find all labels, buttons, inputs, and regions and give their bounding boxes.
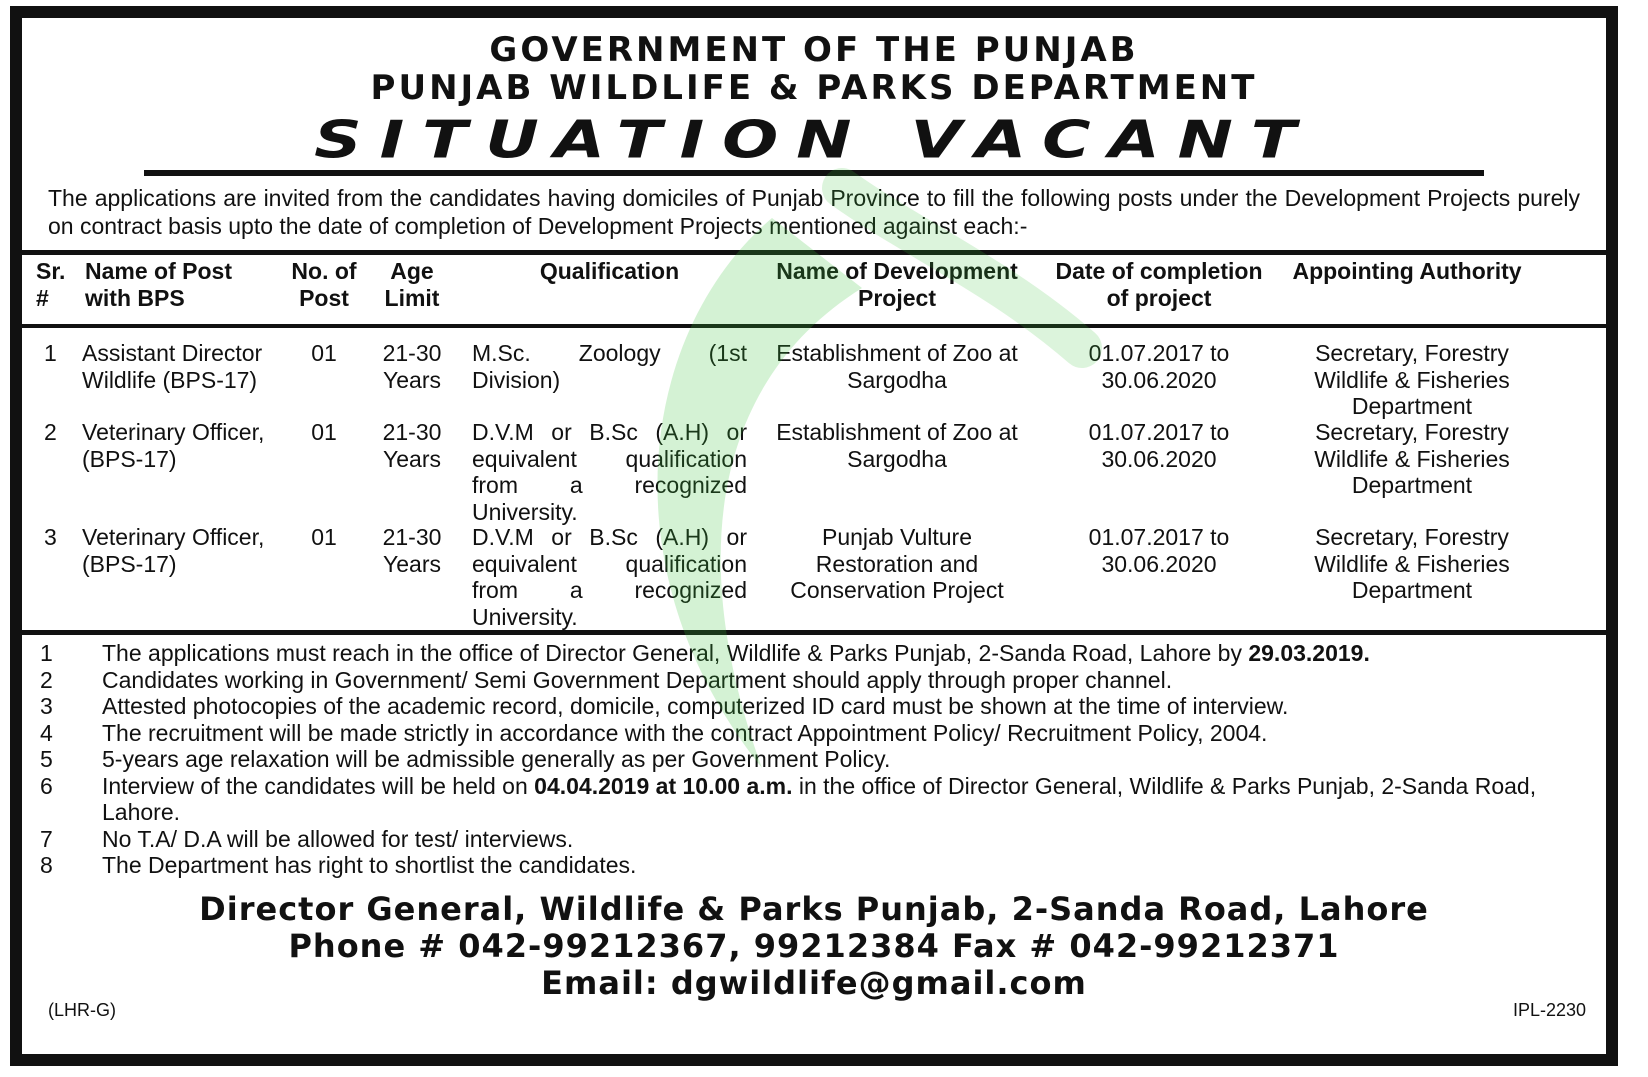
note-text: The applications must reach in the office of Director General, Wildlife & Parks Punjab, 2-Sanda Road, Lahore by	[102, 640, 1249, 666]
terms-list	[40, 640, 1586, 879]
list-item	[40, 852, 1586, 879]
note-text: No T.A/ D.A will be allowed for test/ interviews.	[102, 825, 574, 852]
row-authority: Secretary, Forestry Wildlife & Fisheries Department	[1314, 524, 1510, 603]
note-emphasis: 29.03.2019.	[1248, 640, 1370, 666]
note-text-after: in the office of Director General, Wildlife & Parks Punjab, 2-Sanda Road, Lahore.	[102, 772, 1537, 825]
row-project: Punjab Vulture Restoration and Conservation Project	[790, 524, 1004, 603]
table-bottom-rule	[22, 630, 1606, 635]
intro-paragraph: The applications are invited from the candidates having domiciles of Punjab Province to fill the following posts under the Development Projects purely on contract basis upto the date of completion of Development Projects mentioned against each:-	[48, 185, 1580, 239]
note-number: 8	[40, 852, 53, 878]
note-number: 3	[40, 693, 53, 719]
note-number: 7	[40, 825, 53, 852]
footer-phone: Phone # 042-99212367, 99212384 Fax # 042-99212371	[288, 927, 1340, 965]
footer-email: Email: dgwildlife@gmail.com	[541, 964, 1087, 1002]
row-project: Establishment of Zoo at Sargodha	[776, 340, 1018, 393]
note-text: Attested photocopies of the academic record, domicile, computerized ID card must be shown at the time of interview.	[102, 693, 1289, 719]
row-age: 21-30 Years	[382, 340, 442, 393]
title-underline	[144, 170, 1484, 176]
note-number: 5	[40, 746, 53, 772]
row-sr: 1	[44, 340, 57, 366]
col-header-post: Name of Post with BPS	[85, 258, 232, 311]
list-item	[40, 826, 1586, 853]
row-authority: Secretary, Forestry Wildlife & Fisheries Department	[1314, 340, 1510, 419]
col-header-no: No. of Post	[291, 258, 357, 311]
note-text: The Department has right to shortlist the candidates.	[102, 852, 637, 878]
row-post: Veterinary Officer, (BPS-17)	[82, 524, 265, 577]
page-title: SITUATION VACANT	[314, 109, 1314, 170]
row-qualification: D.V.M or B.Sc (A.H) or equivalent qualification from a recognized University.	[472, 419, 747, 525]
note-text: The recruitment will be made strictly in accordance with the contract Appointment Policy/ Recruitment Policy, 2004.	[102, 719, 1268, 746]
list-item	[40, 667, 1586, 694]
row-date: 01.07.2017 to 30.06.2020	[1088, 340, 1230, 393]
row-date: 01.07.2017 to 30.06.2020	[1088, 524, 1230, 577]
header-department: PUNJAB WILDLIFE & PARKS DEPARTMENT	[370, 68, 1258, 108]
publication-code-right: IPL-2230	[1512, 1000, 1586, 1020]
col-header-project: Name of Development Project	[776, 258, 1018, 311]
row-no: 01	[311, 419, 337, 445]
footer-address: Director General, Wildlife & Parks Punjab, 2-Sanda Road, Lahore	[199, 890, 1429, 928]
note-number: 6	[40, 772, 53, 799]
row-project: Establishment of Zoo at Sargodha	[776, 419, 1018, 472]
list-item	[40, 746, 1586, 773]
row-sr: 3	[44, 524, 57, 550]
row-authority: Secretary, Forestry Wildlife & Fisheries Department	[1314, 419, 1510, 498]
row-qualification: M.Sc. Zoology (1st Division)	[472, 340, 747, 393]
col-header-authority: Appointing Authority	[1292, 258, 1522, 284]
row-post: Assistant Director Wildlife (BPS-17)	[82, 340, 263, 393]
list-item	[40, 773, 1586, 826]
table-top-rule	[22, 250, 1606, 255]
col-header-age: Age Limit	[384, 258, 440, 311]
list-item	[40, 720, 1586, 747]
row-sr: 2	[44, 419, 57, 445]
row-post: Veterinary Officer, (BPS-17)	[82, 419, 265, 472]
note-number: 1	[40, 640, 53, 666]
col-header-qualification: Qualification	[539, 258, 680, 284]
row-date: 01.07.2017 to 30.06.2020	[1088, 419, 1230, 472]
table-header	[22, 258, 1606, 320]
row-no: 01	[311, 524, 337, 550]
note-text: Interview of the candidates will be held on	[102, 772, 535, 799]
col-header-date: Date of completion of project	[1055, 258, 1263, 311]
note-text: Candidates working in Government/ Semi Government Department should apply through proper channel.	[102, 666, 1173, 693]
list-item	[40, 640, 1586, 667]
row-age: 21-30 Years	[382, 524, 442, 577]
list-item	[40, 693, 1586, 720]
row-age: 21-30 Years	[382, 419, 442, 472]
note-number: 2	[40, 666, 53, 693]
publication-code-left: (LHR-G)	[48, 1000, 116, 1020]
col-header-sr: Sr. #	[36, 258, 66, 311]
note-text: 5-years age relaxation will be admissible generally as per Government Policy.	[102, 746, 891, 772]
table-header-rule	[22, 324, 1606, 328]
note-emphasis: 04.04.2019 at 10.00 a.m.	[534, 772, 793, 799]
row-no: 01	[311, 340, 337, 366]
row-qualification: D.V.M or B.Sc (A.H) or equivalent qualification from a recognized University.	[472, 524, 747, 630]
advertisement-frame	[10, 6, 1618, 1066]
header-government: GOVERNMENT OF THE PUNJAB	[489, 30, 1139, 70]
note-number: 4	[40, 719, 53, 746]
